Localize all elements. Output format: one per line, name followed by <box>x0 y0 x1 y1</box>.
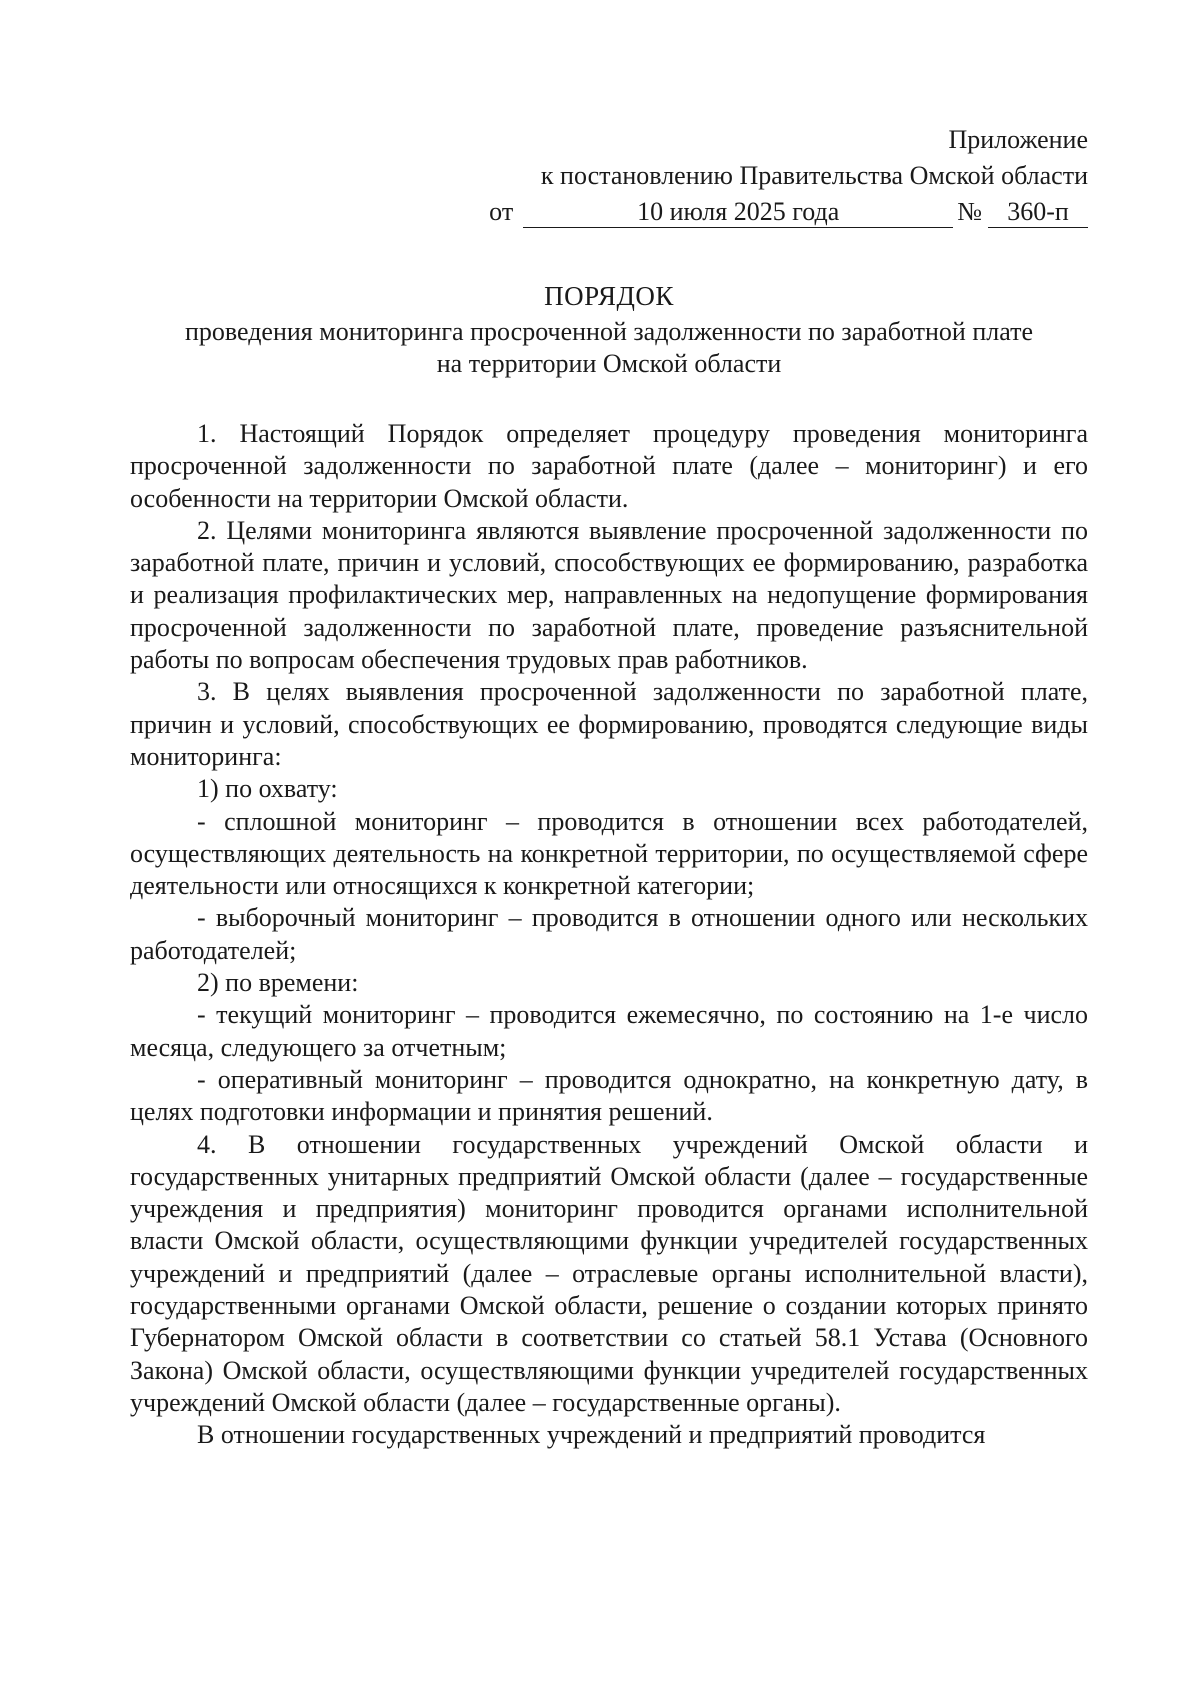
paragraph-4: 4. В отношении государственных учреждений Омской области и государственных унитарных предприятий Омской области (далее – государственные учреждения и предприятия) мониторинг проводится органами исполнительной власти Омской области, осуществляющими функции учредителей государственных учреждений и предприятий (далее – отраслевые органы исполнительной власти), государственными органами Омской области, решение о создании которых принято Губернатором Омской области в соответствии со статьей 58.1 Устава (Основного Закона) Омской области, осуществляющими функции учредителей государственных учреждений Омской области (далее – государственные органы). <box>130 1129 1088 1417</box>
paragraph-3-item-operative: - оперативный мониторинг – проводится однократно, на конкретную дату, в целях подготовки информации и принятия решений. <box>130 1064 1088 1127</box>
document-body <box>130 418 1088 1452</box>
paragraph-2: 2. Целями мониторинга являются выявление просроченной задолженности по заработной плате, причин и условий, способствующих ее формированию, разработка и реализация профилактических мер, направленных на недопущение формирования просроченной задолженности по заработной плате, проведение разъяснительной работы по вопросам обеспечения трудовых прав работников. <box>130 515 1088 675</box>
paragraph-4-continuation: В отношении государственных учреждений и предприятий проводится <box>197 1420 986 1450</box>
paragraph-3-sub-2: 2) по времени: <box>197 968 359 998</box>
number-label: № <box>957 197 982 226</box>
appendix-title: Приложение <box>948 125 1088 154</box>
decree-number: 360-п <box>988 197 1088 228</box>
paragraph-1: 1. Настоящий Порядок определяет процедуру проведения мониторинга просроченной задолженности по заработной плате (далее – мониторинг) и его особенности на территории Омской области. <box>130 419 1088 513</box>
document-title: ПОРЯДОК <box>544 281 674 311</box>
document-subtitle-line-1: проведения мониторинга просроченной задолженности по заработной плате <box>184 317 1034 346</box>
from-label: от <box>489 197 514 226</box>
appendix-decree-reference: к постановлению Правительства Омской области <box>540 161 1088 190</box>
document-subtitle-line-2: на территории Омской области <box>436 349 782 378</box>
paragraph-3: 3. В целях выявления просроченной задолженности по заработной плате, причин и условий, способствующих ее формированию, проводятся следующие виды мониторинга: <box>130 677 1088 771</box>
appendix-date-line <box>489 194 1088 230</box>
paragraph-3-item-continuous: - сплошной мониторинг – проводится в отношении всех работодателей, осуществляющих деятельность на конкретной территории, по осуществляемой сфере деятельности или относящихся к конкретной категории; <box>130 806 1088 901</box>
paragraph-3-item-selective: - выборочный мониторинг – проводится в отношении одного или нескольких работодателей; <box>130 903 1088 965</box>
paragraph-3-item-current: - текущий мониторинг – проводится ежемесячно, по состоянию на 1-е число месяца, следующего за отчетным; <box>130 1000 1088 1062</box>
paragraph-3-sub-1: 1) по охвату: <box>197 774 338 804</box>
document-title-block <box>130 280 1088 380</box>
appendix-header <box>489 122 1088 230</box>
decree-date: 10 июля 2025 года <box>523 197 953 228</box>
